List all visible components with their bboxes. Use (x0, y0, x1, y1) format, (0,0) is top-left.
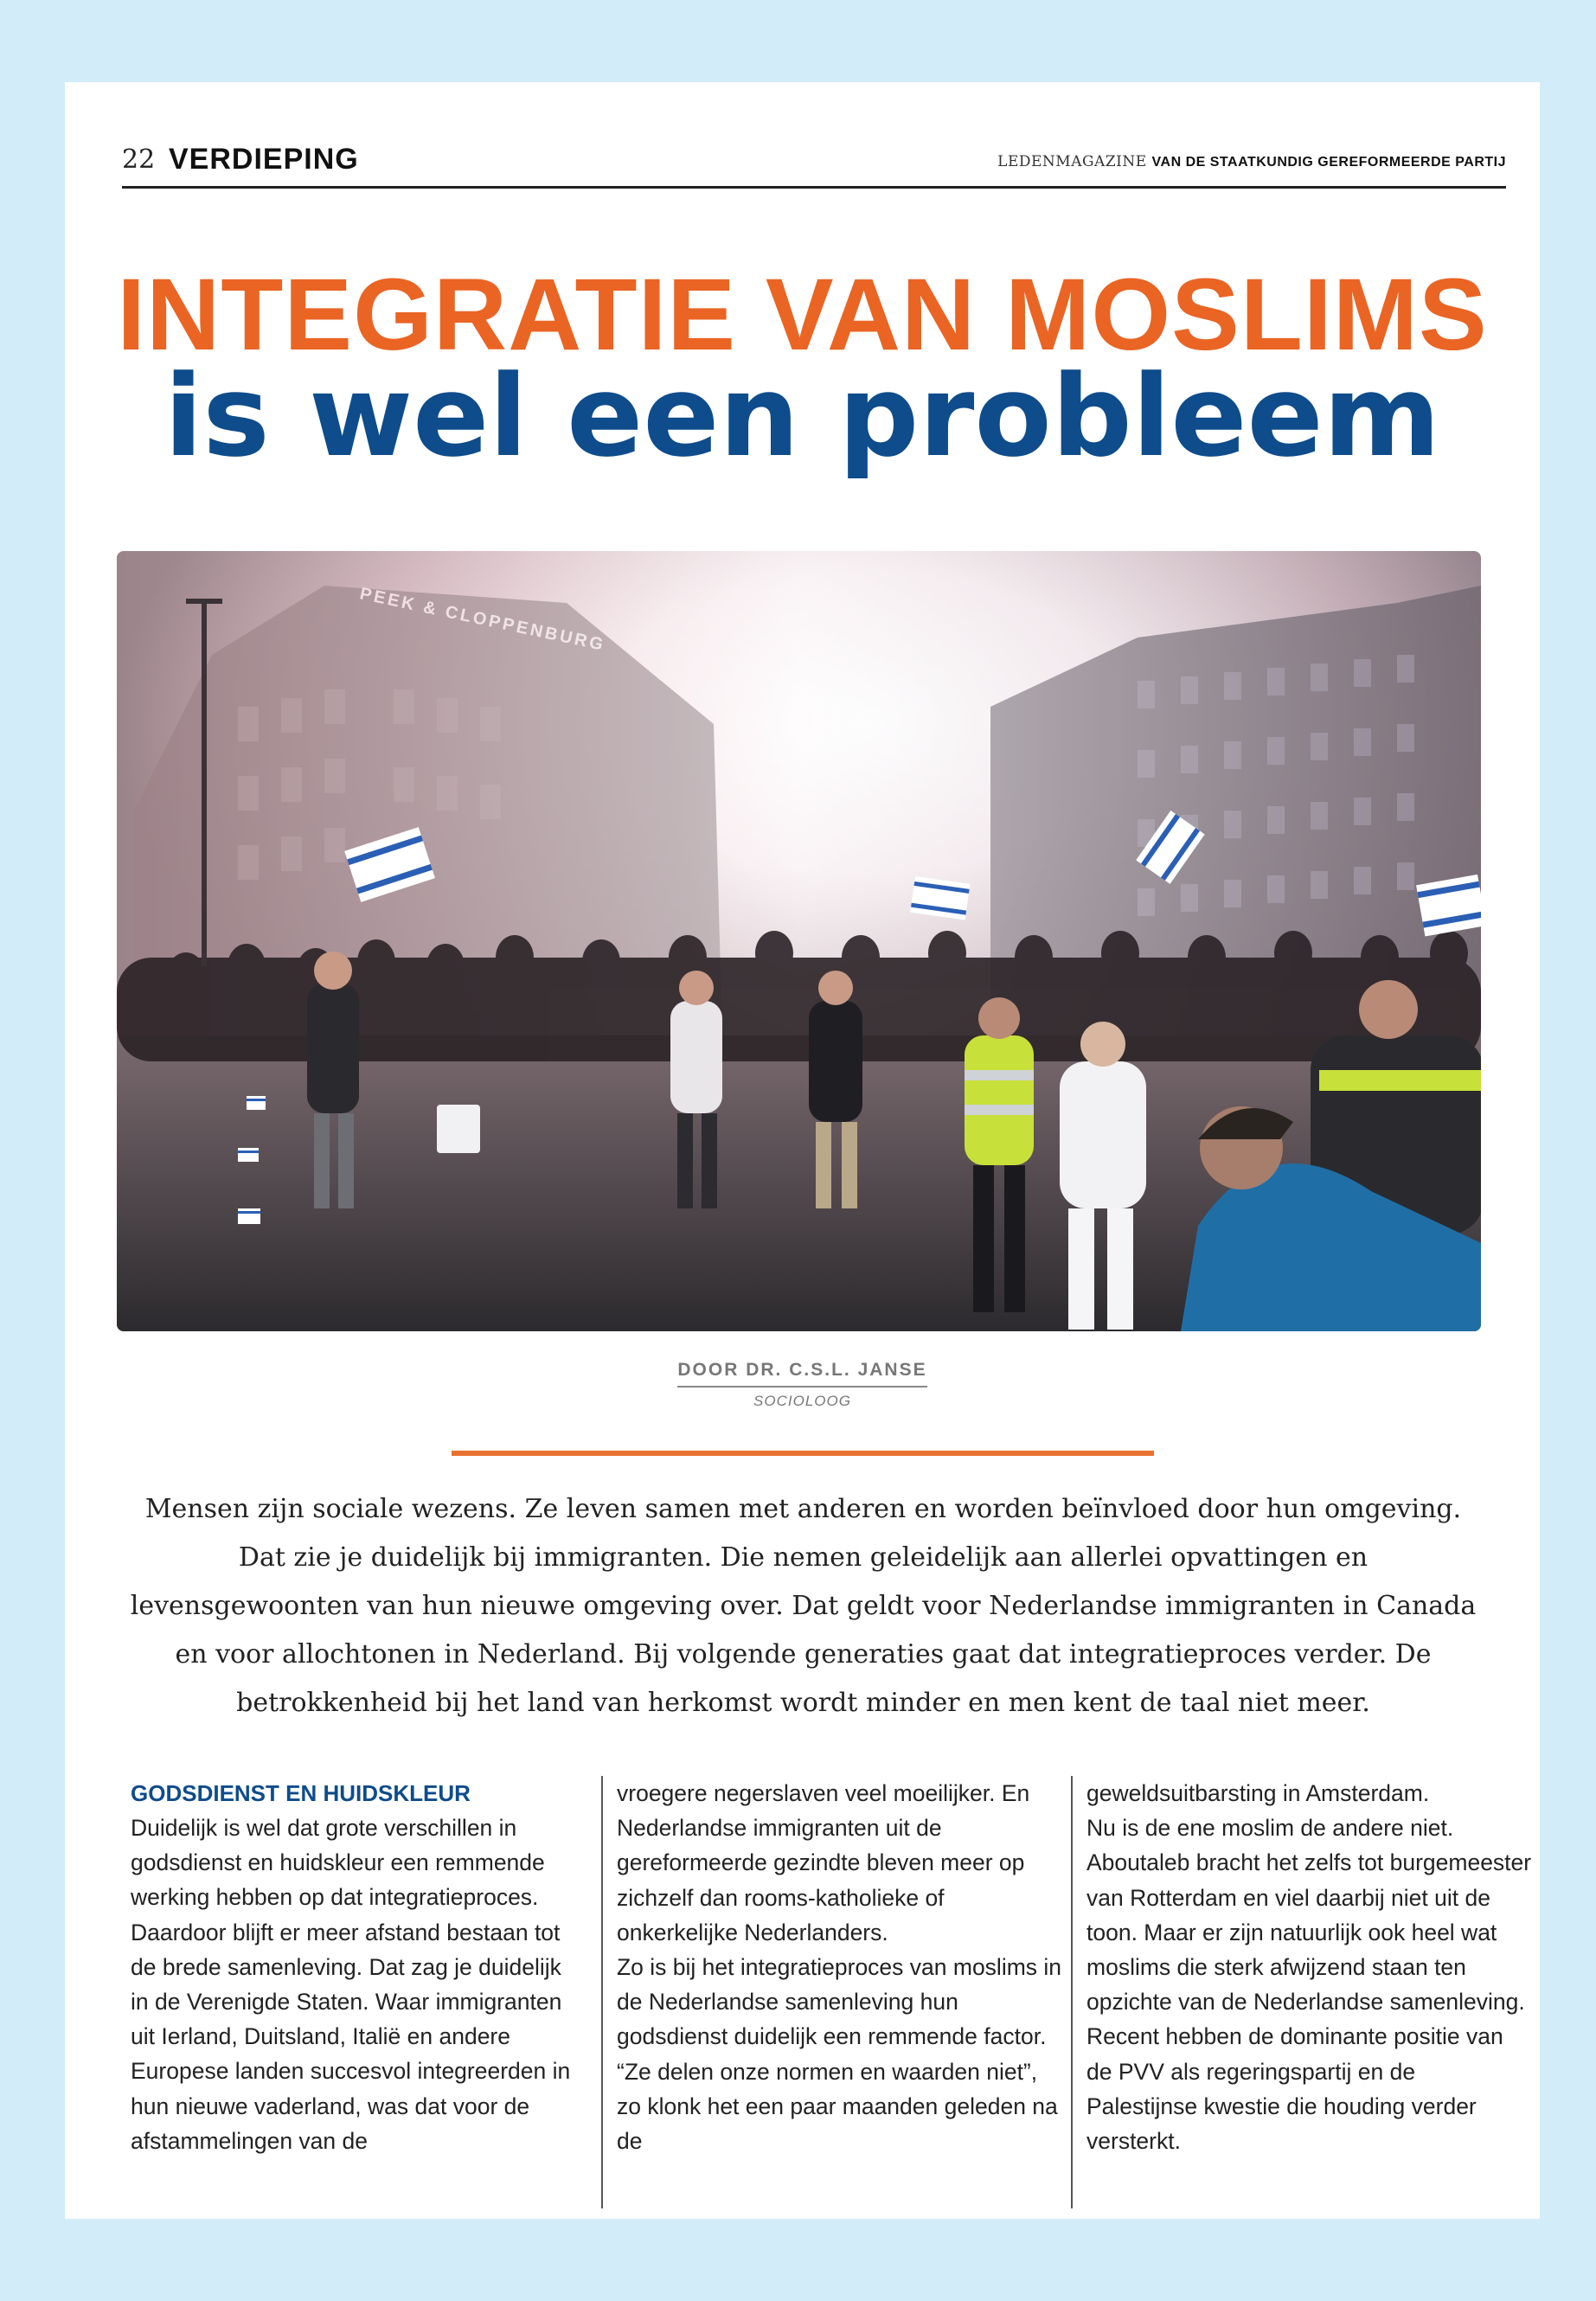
intro-paragraph (122, 1485, 1484, 1727)
headline: INTEGRATIE VAN MOSLIMS (117, 258, 1488, 372)
author-role: SOCIOLOOG (753, 1393, 851, 1409)
column-1-text: Duidelijk is wel dat grote verschillen in godsdienst en huidskleur een remmende werking hebben op dat integratieproces. Daardoor blijft er meer afstand bestaan tot de brede samenleving. Dat zag je duidelijk in de Verenigde Staten. Waar immigranten uit Ierland, Duitsland, Italië en andere Europese landen succesvol integreerden in hun nieuwe vaderland, was dat voor de afstammelingen van de (131, 1815, 571, 2154)
lamp-post (202, 603, 207, 966)
page-header (122, 143, 1506, 189)
magazine-credit (997, 153, 1506, 170)
column-3 (1071, 1776, 1532, 2208)
author-name: DOOR DR. C.S.L. JANSE (677, 1360, 926, 1388)
magazine-page (65, 82, 1540, 2219)
column-3-paragraph-1: geweldsuitbarsting in Amsterdam. (1086, 1780, 1430, 1806)
intro-text: Mensen zijn sociale wezens. Ze leven samen met anderen en worden beïnvloed door hun omgeving. Dat zie je duidelijk bij immigranten. Die nemen geleidelijk aan allerlei opvattingen en levensgewoonten van hun nieuwe omgeving over. Dat geldt voor Nederlandse immigranten in Canada en voor allochtonen in Nederland. Bij volgende generaties gaat dat integratieproces verder. De betrokkenheid bij het land van herkomst wordt minder en men kent de taal niet meer. (130, 1494, 1477, 1718)
column-2-paragraph-2: Zo is bij het integratieproces van moslims in de Nederlandse samenleving hun godsdienst duidelijk een remmende factor. “Ze delen onze normen en waarden niet”, zo klonk het een paar maanden geleden na de (617, 1954, 1062, 2155)
subheadline: is wel een probleem (163, 350, 1441, 482)
magazine-name: VAN DE STAATKUNDIG GEREFORMEERDE PARTIJ (1151, 155, 1506, 170)
column-3-paragraph-2: Nu is de ene moslim de andere niet. Aboutaleb bracht het zelfs tot burgemeester van Rotterdam en viel daarbij niet uit de toon. Maar er zijn natuurlijk ook heel wat moslims die sterk afwijzend staan ten opzichte van de Nederlandse samenleving. Recent hebben de dominante positie van de PVV als regeringspartij en de Palestijnse kwestie die houding verder versterkt. (1086, 1815, 1532, 2155)
article-photo (117, 551, 1481, 1331)
subheading: GODSDIENST EN HUIDSKLEUR (131, 1780, 471, 1806)
column-1 (131, 1776, 572, 2208)
byline (65, 1360, 1540, 1410)
magazine-prefix: LEDENMAGAZINE (997, 153, 1147, 170)
column-2 (601, 1776, 1067, 2208)
divider (452, 1451, 1154, 1456)
page-number: 22 (122, 144, 156, 175)
section-title: VERDIEPING (169, 143, 359, 176)
demonstration-photo (117, 551, 1481, 1331)
column-2-paragraph-1: vroegere negerslaven veel moeilijker. En Nederlandse immigranten uit de gereformeerde gezindte bleven meer op zichzelf dan rooms-katholieke of onkerkelijke Nederlanders. (617, 1780, 1030, 1945)
